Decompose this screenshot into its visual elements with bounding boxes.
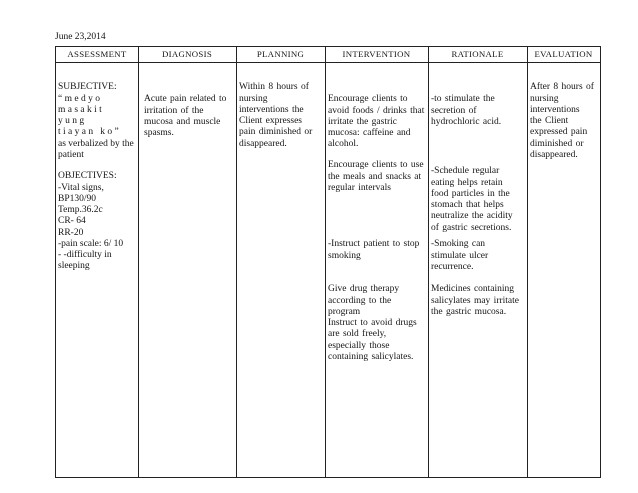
assessment-line: - -difficulty in <box>58 250 112 261</box>
assessment-line: m a s a k i t <box>58 104 102 115</box>
intervention-line: according to the <box>328 295 392 306</box>
column-planning <box>236 47 325 477</box>
evaluation-line: diminished or <box>530 138 584 149</box>
rationale-line: hydrochloric acid. <box>431 116 502 127</box>
assessment-line: y u n g <box>58 116 85 127</box>
planning-line: interventions the <box>239 104 304 115</box>
planning-line: nursing <box>239 93 268 104</box>
assessment-objective-heading: OBJECTIVES: <box>58 171 117 182</box>
assessment-line: BP130/90 <box>58 193 97 204</box>
intervention-line: smoking <box>328 250 361 261</box>
rationale-line: salicylates may irritate <box>431 295 519 306</box>
rationale-line: of gastric secretions. <box>431 222 512 233</box>
diagnosis-line: irritation of the <box>144 105 204 116</box>
assessment-line: patient <box>58 149 84 160</box>
rationale-diet <box>431 94 501 128</box>
intervention-line: the meals and snacks at <box>328 171 422 182</box>
intervention-line: especially those <box>328 340 390 351</box>
column-evaluation <box>527 47 600 477</box>
diagnosis-line: Acute pain related to <box>144 94 227 105</box>
header-rationale: RATIONALE <box>451 49 504 59</box>
assessment-objective <box>58 171 123 272</box>
planning-line: disappeared. <box>239 138 287 149</box>
rationale-line: neutralize the acidity <box>431 211 513 222</box>
column-rationale <box>428 47 527 477</box>
assessment-line: -Vital signs, <box>58 182 104 193</box>
header-planning: PLANNING <box>256 49 305 59</box>
planning-line: Within 8 hours of <box>239 82 309 93</box>
header-diagnosis: DIAGNOSIS <box>161 49 213 59</box>
rationale-meals <box>431 166 513 234</box>
planning-text <box>239 82 312 150</box>
table-header-row <box>56 47 600 63</box>
evaluation-line: expressed pain <box>530 127 588 138</box>
intervention-line: Give drug therapy <box>328 284 400 295</box>
intervention-line: containing salicylates. <box>328 351 414 362</box>
evaluation-line: nursing <box>530 93 559 104</box>
diagnosis-line: spasms. <box>144 128 174 139</box>
assessment-line: “ m e d y o <box>58 93 100 104</box>
rationale-drugs <box>431 284 519 318</box>
intervention-line: alcohol. <box>328 139 359 150</box>
rationale-line: stimulate ulcer <box>431 250 489 261</box>
planning-line: Client expresses <box>239 116 303 127</box>
intervention-line: irritate the gastric <box>328 116 397 127</box>
header-intervention: INTERVENTION <box>342 49 411 59</box>
rationale-line: recurrence. <box>431 261 474 272</box>
intervention-meals <box>328 160 424 194</box>
intervention-line: avoid foods / drinks that <box>328 105 425 116</box>
rationale-line: -Smoking can <box>431 239 486 250</box>
rationale-line: the gastric mucosa. <box>431 306 507 317</box>
assessment-line: sleeping <box>58 261 90 272</box>
column-assessment <box>56 47 138 477</box>
rationale-line: -to stimulate the <box>431 94 495 105</box>
assessment-line: RR-20 <box>58 227 84 238</box>
intervention-line: are sold freely, <box>328 329 387 340</box>
assessment-line: CR- 64 <box>58 216 86 227</box>
intervention-line: Encourage clients to <box>328 94 408 105</box>
rationale-line: Medicines containing <box>431 284 515 295</box>
intervention-line: mucosa: caffeine and <box>328 128 411 139</box>
assessment-subjective-heading: SUBJECTIVE: <box>58 82 117 93</box>
column-diagnosis <box>138 47 236 477</box>
diagnosis-line: mucosa and muscle <box>144 116 221 127</box>
rationale-line: -Schedule regular <box>431 166 500 177</box>
intervention-line: regular intervals <box>328 182 391 193</box>
rationale-line: food particles in the <box>431 188 510 199</box>
nursing-care-plan-table <box>55 46 601 478</box>
header-evaluation: EVALUATION <box>534 49 593 59</box>
rationale-line: stomach that helps <box>431 200 504 211</box>
intervention-smoking <box>328 239 419 262</box>
intervention-line: program <box>328 306 361 317</box>
rationale-smoking <box>431 239 488 273</box>
evaluation-text <box>530 82 594 161</box>
evaluation-line: disappeared. <box>530 149 578 160</box>
document-date: June 23,2014 <box>55 32 106 42</box>
header-assessment: ASSESSMENT <box>67 49 127 59</box>
assessment-line: -pain scale: 6/ 10 <box>58 238 124 249</box>
rationale-line: secretion of <box>431 105 477 116</box>
intervention-line: Encourage clients to use <box>328 160 424 171</box>
evaluation-line: interventions <box>530 104 580 115</box>
column-intervention <box>325 47 428 477</box>
evaluation-line: the Client <box>530 116 569 127</box>
diagnosis-text <box>144 94 226 139</box>
planning-line: pain diminished or <box>239 127 313 138</box>
assessment-line: t i a y a n k o ” <box>58 127 119 138</box>
assessment-subjective <box>58 82 134 161</box>
evaluation-line: After 8 hours of <box>530 82 594 93</box>
rationale-line: eating helps retain <box>431 177 503 188</box>
intervention-drugs <box>328 284 417 363</box>
assessment-line: Temp.36.2c <box>58 205 103 216</box>
intervention-line: Instruct to avoid drugs <box>328 318 417 329</box>
intervention-diet <box>328 94 424 150</box>
intervention-line: -Instruct patient to stop <box>328 239 420 250</box>
assessment-line: as verbalized by the <box>58 138 134 149</box>
